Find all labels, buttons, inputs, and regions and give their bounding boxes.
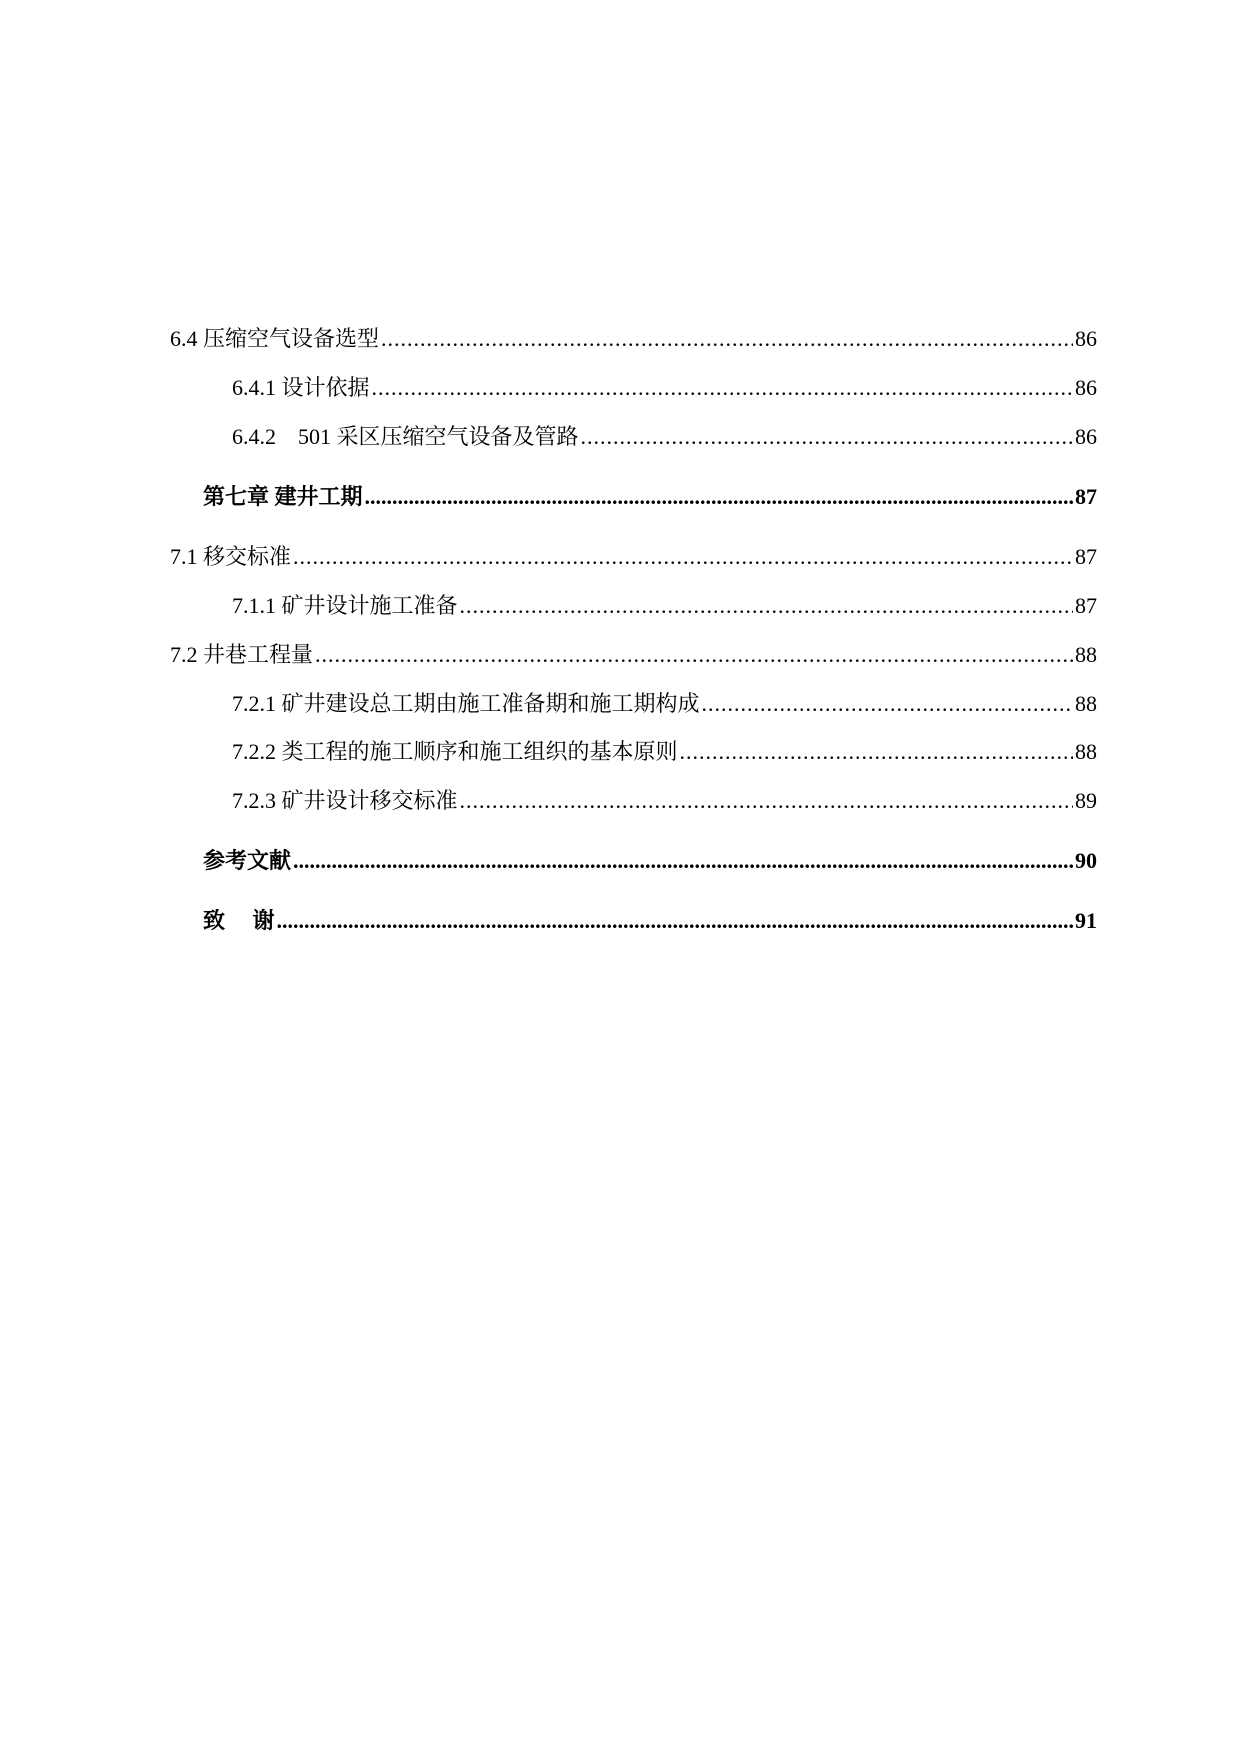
toc-dot-leader bbox=[460, 590, 1073, 622]
toc-entry[interactable] bbox=[232, 421, 1097, 453]
toc-page-number: 86 bbox=[1075, 424, 1097, 449]
toc-dot-leader bbox=[372, 372, 1073, 404]
toc-page-number: 86 bbox=[1075, 326, 1097, 351]
toc-page-number: 88 bbox=[1075, 691, 1097, 716]
toc-page-number: 90 bbox=[1075, 848, 1097, 873]
toc-page-number: 87 bbox=[1075, 593, 1097, 618]
toc-entry[interactable] bbox=[170, 323, 1097, 355]
toc-entry[interactable] bbox=[232, 688, 1097, 720]
toc-chapter-entry[interactable] bbox=[203, 845, 1097, 877]
toc-page-number: 88 bbox=[1075, 642, 1097, 667]
toc-entry-title: 6.4.2 501 采区压缩空气设备及管路 bbox=[232, 424, 579, 449]
toc-entry[interactable] bbox=[232, 785, 1097, 817]
toc-entry-title: 7.2.1 矿井建设总工期由施工准备期和施工期构成 bbox=[232, 691, 700, 716]
toc-dot-leader bbox=[365, 481, 1073, 513]
toc-entry-title: 7.2.3 矿井设计移交标准 bbox=[232, 788, 458, 813]
toc-chapter-entry[interactable] bbox=[203, 481, 1097, 513]
toc-entry[interactable] bbox=[232, 590, 1097, 622]
toc-dot-leader bbox=[293, 541, 1073, 573]
toc-entry-title: 7.1.1 矿井设计施工准备 bbox=[232, 593, 458, 618]
toc-entry-title: 6.4.1 设计依据 bbox=[232, 375, 370, 400]
toc-page-number: 88 bbox=[1075, 739, 1097, 764]
toc-entry-title: 第七章 建井工期 bbox=[203, 484, 363, 509]
toc-entry[interactable] bbox=[232, 372, 1097, 404]
toc-dot-leader bbox=[315, 639, 1073, 671]
toc-entry[interactable] bbox=[232, 736, 1097, 768]
toc-entry[interactable] bbox=[170, 541, 1097, 573]
toc-entry-title: 7.1 移交标准 bbox=[170, 544, 292, 569]
toc-dot-leader bbox=[680, 736, 1073, 768]
toc-entry-title: 7.2 井巷工程量 bbox=[170, 642, 314, 667]
toc-page-number: 87 bbox=[1075, 544, 1097, 569]
toc-dot-leader bbox=[277, 905, 1073, 937]
toc-page-number: 87 bbox=[1075, 484, 1097, 509]
toc-dot-leader bbox=[381, 323, 1073, 355]
toc-dot-leader bbox=[293, 845, 1073, 877]
toc-page-number: 91 bbox=[1075, 908, 1097, 933]
toc-entry-title: 7.2.2 类工程的施工顺序和施工组织的基本原则 bbox=[232, 739, 678, 764]
toc-page-number: 86 bbox=[1075, 375, 1097, 400]
toc-dot-leader bbox=[460, 785, 1073, 817]
toc-entry-title: 6.4 压缩空气设备选型 bbox=[170, 326, 380, 351]
toc-entry[interactable] bbox=[170, 639, 1097, 671]
toc-dot-leader bbox=[581, 421, 1073, 453]
toc-page-number: 89 bbox=[1075, 788, 1097, 813]
toc-entry-title: 致 谢 bbox=[203, 908, 275, 933]
toc-entry-title: 参考文献 bbox=[203, 848, 292, 873]
toc-dot-leader bbox=[702, 688, 1073, 720]
toc-chapter-entry[interactable] bbox=[203, 905, 1097, 937]
